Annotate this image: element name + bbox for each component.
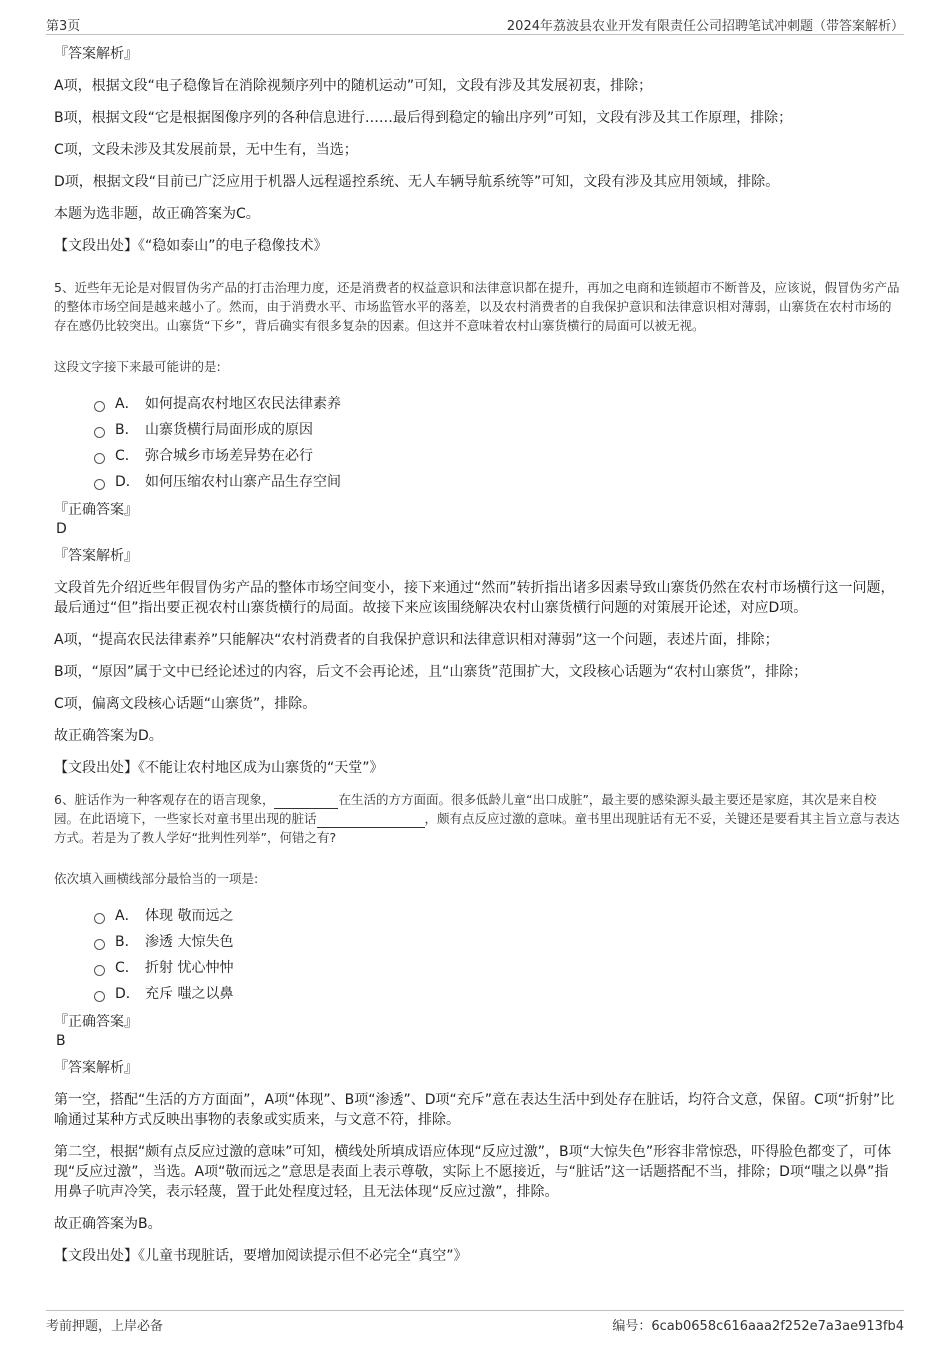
analysis-line: 文段首先介绍近些年假冒伪劣产品的整体市场空间变小，接下来通过“然而”转折指出诸多因素导致山寨货仍然在农村市场横行这一问题，最后通过“但”指出要正视农村山寨货横行的局面。故接下来应该围绕解决农村山寨货横行问题的对策展开论述，对应D项。 (54, 580, 895, 616)
source-citation: 【文段出处】《不能让农村地区成为山寨货的“天堂”》 (54, 760, 384, 776)
correct-answer: B (56, 1033, 66, 1049)
radio-icon[interactable] (94, 427, 105, 438)
page-footer (46, 1310, 904, 1334)
fill-blank-1 (274, 794, 338, 809)
radio-icon[interactable] (94, 453, 105, 464)
question-6-stem: 6、脏话作为一种客观存在的语言现象， 在生活的方方面面。很多低龄儿童“出口成脏”，最主要的感染源头最主要还是家庭，其次是来自校园。在此语境下，一些家长对童书里出现的脏话 ，颇有点反应过激的意味。童书里出现脏话有无不妥，关键还是要看其主旨立意与表达方式。若是为了教人学好“批判性列举”，何错之有? (54, 792, 900, 845)
source-citation: 【文段出处】《儿童书现脏话，要增加阅读提示但不必完全“真空”》 (54, 1248, 468, 1264)
document-id: 编号：6cab0658c616aaa2f252e7a3ae913fb4 (612, 1319, 904, 1334)
question-5-prompt: 这段文字接下来最可能讲的是: (54, 359, 221, 374)
question-6-prompt: 依次填入画横线部分最恰当的一项是: (54, 871, 259, 886)
analysis-label: 『答案解析』 (54, 548, 138, 564)
analysis-line: 第二空，根据“颇有点反应过激的意味”可知，横线处所填成语应体现“反应过激”，B项“大惊失色”形容非常惊恐，吓得脸色都变了，可体现“反应过激”，当选。A项“敬而远之”意思是表面上表示尊敬，实际上不愿接近，与“脏话”这一话题搭配不当，排除；D项“嗤之以鼻”指用鼻子吭声冷笑，表示轻蔑，置于此处程度过轻，且无法体现“反应过激”，排除。 (54, 1144, 892, 1200)
analysis-line: B项，根据文段“它是根据图像序列的各种信息进行……最后得到稳定的输出序列”可知，文段有涉及其工作原理，排除； (54, 110, 793, 126)
correct-answer-label: 『正确答案』 (54, 1014, 138, 1030)
analysis-line: 本题为选非题，故正确答案为C。 (54, 206, 260, 222)
analysis-line: A项，根据文段“电子稳像旨在消除视频序列中的随机运动”可知，文段有涉及其发展初衷，排除； (54, 78, 653, 94)
question-5-options (94, 390, 900, 494)
option-d[interactable]: D． 充斥 嗤之以鼻 (94, 980, 900, 1006)
analysis-line: 故正确答案为B。 (54, 1216, 162, 1232)
option-c[interactable]: C． 弥合城乡市场差异势在必行 (94, 442, 900, 468)
analysis-line: B项，“原因”属于文中已经论述过的内容，后文不会再论述，且“山寨货”范围扩大，文段核心话题为“农村山寨货”，排除； (54, 664, 808, 680)
analysis-line: C项，文段未涉及其发展前景，无中生有，当选； (54, 142, 358, 158)
analysis-line: C项，偏离文段核心话题“山寨货”，排除。 (54, 696, 317, 712)
radio-icon[interactable] (94, 965, 105, 976)
analysis-line: A项，“提高农民法律素养”只能解决“农村消费者的自我保护意识和法律意识相对薄弱”这一个问题，表述片面，排除； (54, 632, 779, 648)
fill-blank-2 (317, 813, 425, 828)
page-content (54, 44, 900, 1266)
analysis-label: 『答案解析』 (54, 46, 138, 62)
footer-slogan: 考前押题，上岸必备 (46, 1319, 164, 1334)
radio-icon[interactable] (94, 991, 105, 1002)
analysis-line: 故正确答案为D。 (54, 728, 163, 744)
question-5-stem: 5、近些年无论是对假冒伪劣产品的打击治理力度，还是消费者的权益意识和法律意识都在提升，再加之电商和连锁超市不断普及，应该说，假冒伪劣产品的整体市场空间是越来越小了。然而，由于消费水平、市场监管水平的落差，以及农村消费者的自我保护意识和法律意识相对薄弱，山寨货在农村市场的存在感仍比较突出。山寨货“下乡”，背后确实有很多复杂的因素。但这并不意味着农村山寨货横行的局面可以被无视。 (54, 280, 900, 333)
option-c[interactable]: C． 折射 忧心忡忡 (94, 954, 900, 980)
radio-icon[interactable] (94, 479, 105, 490)
page-header (46, 14, 904, 35)
option-b[interactable]: B． 山寨货横行局面形成的原因 (94, 416, 900, 442)
source-citation: 【文段出处】《“稳如泰山”的电子稳像技术》 (54, 238, 328, 254)
radio-icon[interactable] (94, 401, 105, 412)
option-a[interactable]: A． 体现 敬而远之 (94, 902, 900, 928)
correct-answer: D (56, 521, 67, 537)
analysis-line: D项，根据文段“目前已广泛应用于机器人远程遥控系统、无人车辆导航系统等”可知，文段有涉及其应用领域，排除。 (54, 174, 780, 190)
option-a[interactable]: A． 如何提高农村地区农民法律素养 (94, 390, 900, 416)
document-title: 2024年荔波县农业开发有限责任公司招聘笔试冲刺题（带答案解析） (506, 19, 904, 34)
option-b[interactable]: B． 渗透 大惊失色 (94, 928, 900, 954)
radio-icon[interactable] (94, 913, 105, 924)
analysis-line: 第一空，搭配“生活的方方面面”，A项“体现”、B项“渗透”、D项“充斥”意在表达生活中到处存在脏话，均符合文意，保留。C项“折射”比喻通过某种方式反映出事物的表象或实质来，与文意不符，排除。 (54, 1092, 895, 1128)
radio-icon[interactable] (94, 939, 105, 950)
correct-answer-label: 『正确答案』 (54, 502, 138, 518)
page-number: 第3页 (46, 19, 81, 34)
option-d[interactable]: D． 如何压缩农村山寨产品生存空间 (94, 468, 900, 494)
question-6-options (94, 902, 900, 1006)
analysis-label: 『答案解析』 (54, 1060, 138, 1076)
